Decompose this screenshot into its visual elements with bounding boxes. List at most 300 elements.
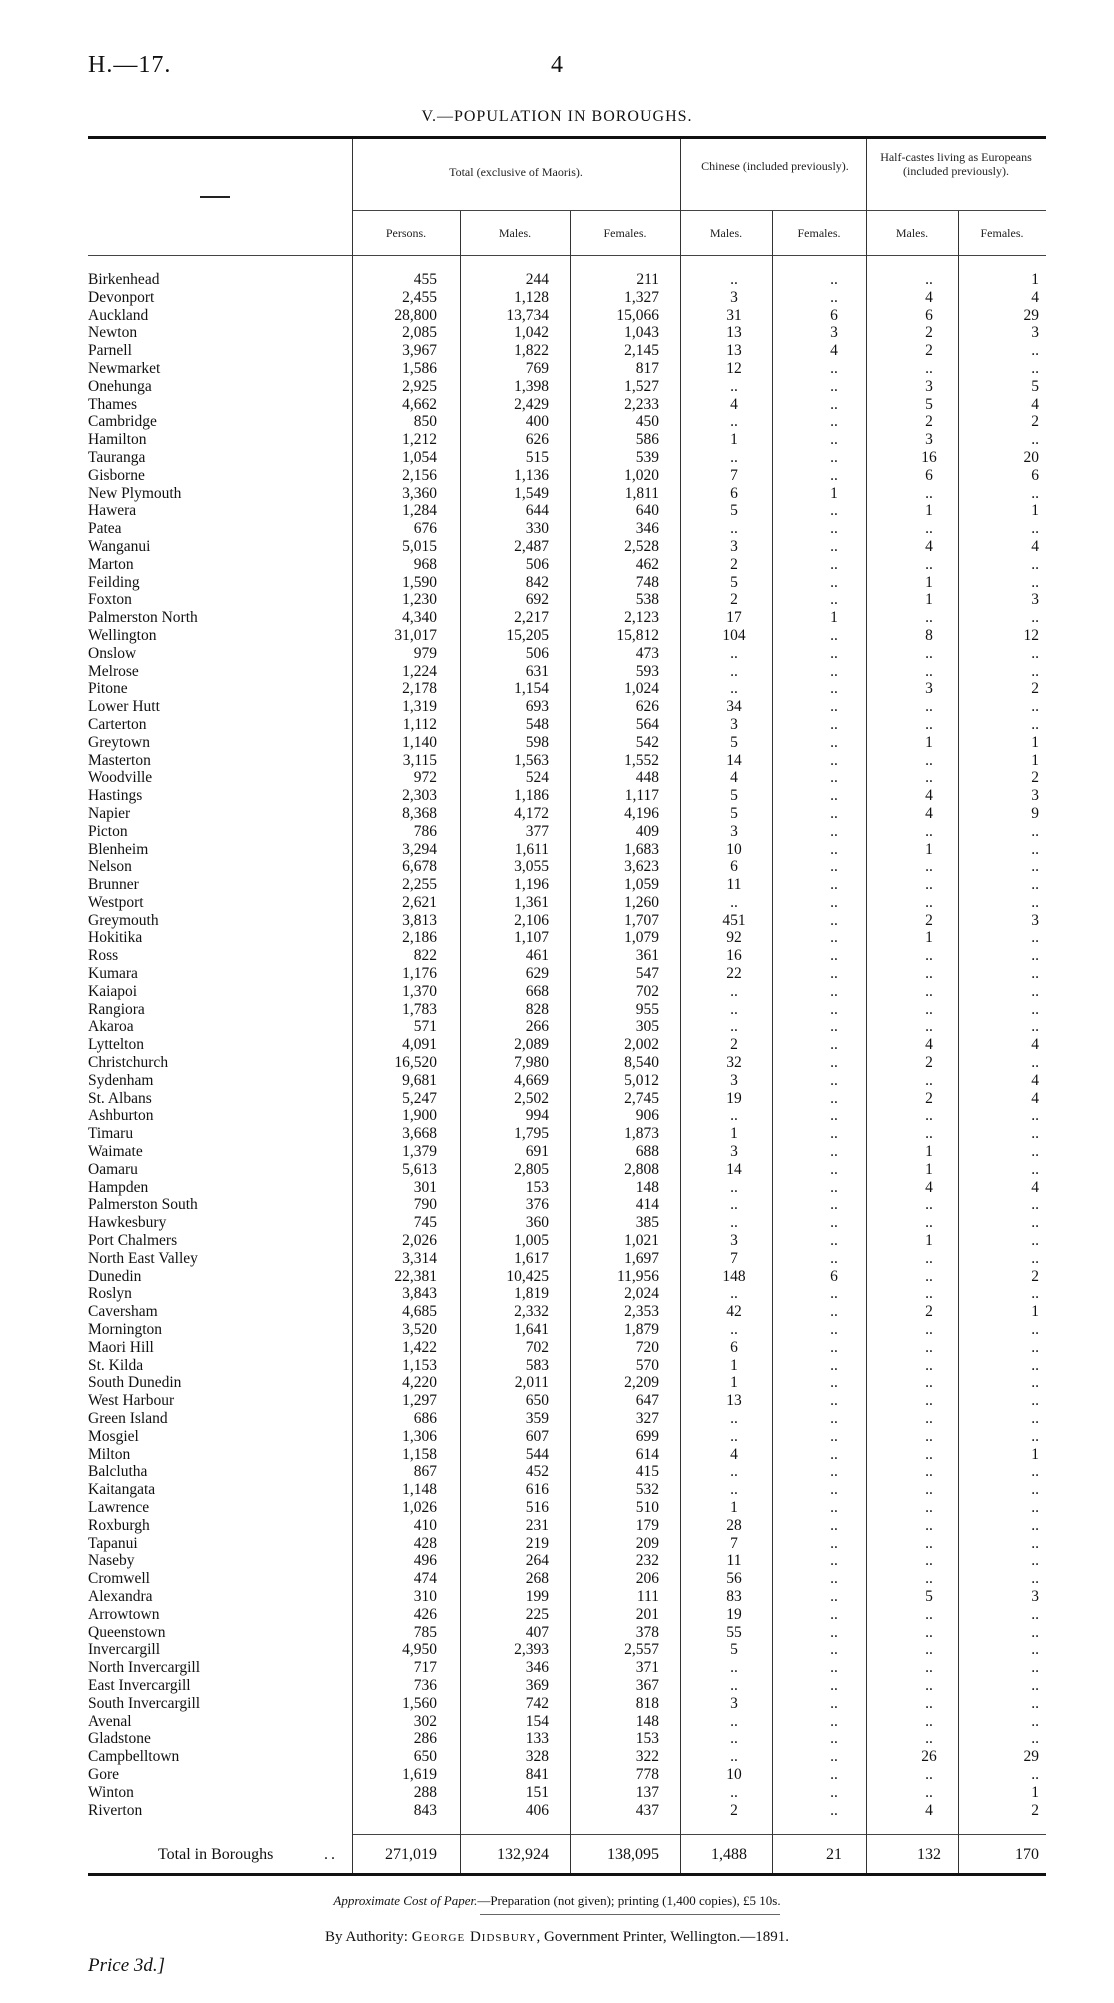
- cell-halfcaste-males: ..: [925, 1285, 933, 1303]
- cell-males: 376: [525, 1196, 549, 1214]
- table-row: [0, 1339, 1114, 1357]
- cell-chinese-males: ..: [730, 1676, 738, 1694]
- cell-chinese-males: 22: [726, 965, 742, 983]
- cell-males: 1,186: [514, 787, 549, 805]
- cell-chinese-females: ..: [830, 591, 838, 609]
- cell-males: 515: [525, 448, 549, 466]
- cell-chinese-females: ..: [830, 1160, 838, 1178]
- cell-halfcaste-females: ..: [1031, 715, 1039, 733]
- table-row: [0, 1410, 1114, 1428]
- borough-name: Waimate: [88, 1143, 143, 1161]
- header-persons: Persons.: [385, 226, 427, 240]
- cell-halfcaste-females: ..: [1031, 1676, 1039, 1694]
- cell-females: 817: [635, 359, 659, 377]
- table-row: [0, 1196, 1114, 1214]
- cell-halfcaste-males: ..: [925, 609, 933, 627]
- cell-males: 219: [525, 1534, 549, 1552]
- cell-halfcaste-males: 3: [925, 680, 933, 698]
- table-row: [0, 1285, 1114, 1303]
- borough-name: Oamaru: [88, 1160, 138, 1178]
- table-row: [0, 1232, 1114, 1250]
- cell-chinese-females: ..: [830, 448, 838, 466]
- cell-chinese-males: 7: [730, 1534, 738, 1552]
- cell-halfcaste-females: 4: [1031, 1178, 1039, 1196]
- cell-persons: 5,015: [402, 537, 437, 555]
- cell-females: 148: [635, 1712, 659, 1730]
- cell-males: 133: [525, 1730, 549, 1748]
- table-row: [0, 538, 1114, 556]
- cell-chinese-males: 5: [730, 502, 738, 520]
- table-row: [0, 609, 1114, 627]
- cell-chinese-females: 4: [830, 342, 838, 360]
- cell-persons: 1,783: [402, 1000, 437, 1018]
- cell-halfcaste-males: ..: [925, 698, 933, 716]
- cell-halfcaste-females: 3: [1031, 1587, 1039, 1605]
- cell-females: 538: [635, 591, 659, 609]
- cell-chinese-females: ..: [830, 1321, 838, 1339]
- cell-chinese-females: ..: [830, 502, 838, 520]
- cell-females: 906: [635, 1107, 659, 1125]
- borough-name: Green Island: [88, 1410, 168, 1427]
- cell-males: 7,980: [514, 1054, 549, 1072]
- cell-males: 2,011: [514, 1374, 549, 1392]
- total-row: [0, 1843, 1114, 1867]
- cell-halfcaste-males: 26: [921, 1748, 937, 1766]
- cell-females: 2,002: [624, 1036, 659, 1054]
- borough-name: Rangiora: [88, 1000, 145, 1018]
- cell-females: 1,021: [624, 1232, 659, 1250]
- table-row: [0, 1125, 1114, 1143]
- cell-females: 2,209: [624, 1374, 659, 1392]
- header-chinese-females: Females.: [797, 226, 841, 240]
- cell-chinese-females: ..: [830, 947, 838, 965]
- cell-males: 461: [525, 947, 549, 965]
- cell-chinese-females: ..: [830, 1356, 838, 1374]
- cell-halfcaste-males: ..: [925, 1694, 933, 1712]
- cell-halfcaste-males: 4: [925, 1036, 933, 1054]
- table-row: [0, 1090, 1114, 1108]
- cell-females: 1,552: [624, 751, 659, 769]
- cell-chinese-females: ..: [830, 288, 838, 306]
- cell-chinese-females: ..: [830, 1641, 838, 1659]
- cell-chinese-males: 3: [730, 1071, 738, 1089]
- table-row: [0, 1766, 1114, 1784]
- cell-chinese-males: 19: [726, 1605, 742, 1623]
- cell-halfcaste-females: ..: [1031, 947, 1039, 965]
- cell-chinese-males: 28: [726, 1516, 742, 1534]
- header-males: Males.: [498, 226, 532, 240]
- cell-halfcaste-females: ..: [1031, 662, 1039, 680]
- header-halfcaste-group: Half-castes living as Europeans (included previously).: [880, 150, 1032, 178]
- header-chinese-group: Chinese (included previously).: [701, 159, 849, 173]
- cell-males: 598: [525, 733, 549, 751]
- borough-name: Maori Hill: [88, 1338, 154, 1356]
- cell-halfcaste-females: 5: [1031, 377, 1039, 395]
- cell-halfcaste-males: ..: [925, 1427, 933, 1445]
- cell-halfcaste-females: ..: [1031, 644, 1039, 662]
- cell-halfcaste-females: ..: [1031, 1765, 1039, 1783]
- cell-halfcaste-females: 4: [1031, 537, 1039, 555]
- cell-chinese-males: 2: [730, 1036, 738, 1054]
- cell-chinese-females: ..: [830, 965, 838, 983]
- cell-persons: 5,247: [402, 1089, 437, 1107]
- cell-persons: 1,224: [402, 662, 437, 680]
- table-row: [0, 1179, 1114, 1197]
- cell-chinese-females: ..: [830, 1125, 838, 1143]
- table-row: [0, 378, 1114, 396]
- cell-females: 818: [635, 1694, 659, 1712]
- borough-name: Birkenhead: [88, 271, 160, 288]
- cell-persons: 3,813: [402, 911, 437, 929]
- cell-males: 1,795: [514, 1125, 549, 1143]
- cell-persons: 2,925: [402, 377, 437, 395]
- cell-chinese-females: ..: [830, 1214, 838, 1232]
- cell-chinese-females: ..: [830, 1249, 838, 1267]
- cell-persons: 4,685: [402, 1303, 437, 1321]
- borough-name: Palmerston South: [88, 1196, 198, 1214]
- cell-chinese-males: ..: [730, 1730, 738, 1748]
- borough-name: Gladstone: [88, 1730, 151, 1748]
- cell-persons: 302: [413, 1712, 437, 1730]
- cell-halfcaste-males: ..: [925, 520, 933, 538]
- table-row: [0, 1018, 1114, 1036]
- cell-males: 3,055: [514, 858, 549, 876]
- borough-name: Hamilton: [88, 431, 147, 449]
- cell-halfcaste-females: 3: [1031, 591, 1039, 609]
- cell-persons: 9,681: [402, 1071, 437, 1089]
- borough-name: Foxton: [88, 591, 132, 609]
- cell-males: 548: [525, 715, 549, 733]
- cell-persons: 1,112: [402, 715, 437, 733]
- cell-halfcaste-females: ..: [1031, 1249, 1039, 1267]
- table-row: [0, 502, 1114, 520]
- cell-chinese-males: 6: [730, 858, 738, 876]
- cell-halfcaste-males: 2: [925, 324, 933, 342]
- cell-chinese-males: 32: [726, 1054, 742, 1072]
- cell-persons: 785: [413, 1623, 437, 1641]
- borough-name: Sydenham: [88, 1071, 154, 1089]
- borough-name: Brunner: [88, 876, 139, 894]
- cell-chinese-females: ..: [830, 1107, 838, 1125]
- borough-name: Devonport: [88, 288, 155, 306]
- cell-halfcaste-females: ..: [1031, 822, 1039, 840]
- borough-name: Nelson: [88, 858, 132, 876]
- cell-chinese-males: ..: [730, 662, 738, 680]
- cell-halfcaste-males: ..: [925, 1214, 933, 1232]
- cell-persons: 650: [413, 1748, 437, 1766]
- table-row: [0, 396, 1114, 414]
- cell-females: 8,540: [624, 1054, 659, 1072]
- cell-halfcaste-males: 1: [925, 840, 933, 858]
- cell-males: 244: [525, 271, 549, 288]
- cell-halfcaste-females: 2: [1031, 1267, 1039, 1285]
- cell-chinese-males: ..: [730, 1214, 738, 1232]
- cell-persons: 1,306: [402, 1427, 437, 1445]
- borough-name: Caversham: [88, 1303, 158, 1321]
- cell-chinese-females: ..: [830, 1374, 838, 1392]
- cell-females: 1,059: [624, 876, 659, 894]
- cell-halfcaste-males: ..: [925, 822, 933, 840]
- cell-chinese-females: ..: [830, 1427, 838, 1445]
- borough-name: Palmerston North: [88, 609, 198, 627]
- cell-persons: 3,314: [402, 1249, 437, 1267]
- borough-name: St. Albans: [88, 1089, 152, 1107]
- cell-chinese-males: 5: [730, 733, 738, 751]
- cell-persons: 301: [413, 1178, 437, 1196]
- table-row: [0, 858, 1114, 876]
- table-row: [0, 1606, 1114, 1624]
- cell-persons: 3,843: [402, 1285, 437, 1303]
- cell-males: 1,822: [514, 342, 549, 360]
- cell-halfcaste-males: ..: [925, 1516, 933, 1534]
- cell-chinese-females: ..: [830, 1036, 838, 1054]
- cell-persons: 1,140: [402, 733, 437, 751]
- authority-prefix: By Authority:: [325, 1929, 408, 1945]
- cell-males: 544: [525, 1445, 549, 1463]
- cell-males: 199: [525, 1587, 549, 1605]
- cell-persons: 4,091: [402, 1036, 437, 1054]
- cell-halfcaste-females: 2: [1031, 769, 1039, 787]
- cell-males: 692: [525, 591, 549, 609]
- borough-name: Port Chalmers: [88, 1232, 178, 1250]
- cell-chinese-females: ..: [830, 555, 838, 573]
- cell-chinese-males: 3: [730, 1694, 738, 1712]
- cell-females: 1,020: [624, 466, 659, 484]
- cell-females: 111: [636, 1587, 659, 1605]
- cell-males: 1,617: [514, 1249, 549, 1267]
- cell-chinese-males: ..: [730, 1748, 738, 1766]
- cell-halfcaste-females: ..: [1031, 1285, 1039, 1303]
- cell-males: 2,217: [514, 609, 549, 627]
- cell-halfcaste-males: ..: [925, 1552, 933, 1570]
- cell-persons: 1,176: [402, 965, 437, 983]
- cell-persons: 3,115: [402, 751, 437, 769]
- cell-males: 506: [525, 644, 549, 662]
- borough-name: Onehunga: [88, 377, 152, 395]
- borough-name: Winton: [88, 1783, 134, 1801]
- borough-name: Feilding: [88, 573, 140, 591]
- cell-chinese-females: ..: [830, 1018, 838, 1036]
- cell-chinese-males: 3: [730, 822, 738, 840]
- cell-chinese-males: 34: [726, 698, 742, 716]
- stub-header-dash: [200, 196, 230, 198]
- cell-chinese-males: 12: [726, 359, 742, 377]
- cell-halfcaste-females: ..: [1031, 965, 1039, 983]
- cell-halfcaste-males: ..: [925, 1356, 933, 1374]
- cell-halfcaste-males: ..: [925, 1765, 933, 1783]
- borough-name: Mornington: [88, 1321, 163, 1339]
- cell-chinese-males: ..: [730, 1018, 738, 1036]
- cell-persons: 2,303: [402, 787, 437, 805]
- table-row: [0, 1784, 1114, 1802]
- table-row: [0, 1428, 1114, 1446]
- table-row: [0, 1659, 1114, 1677]
- table-row: [0, 1214, 1114, 1232]
- cell-males: 407: [525, 1623, 549, 1641]
- cell-chinese-males: 3: [730, 1232, 738, 1250]
- cell-chinese-females: ..: [830, 1801, 838, 1819]
- table-row: [0, 698, 1114, 716]
- cell-persons: 571: [413, 1018, 437, 1036]
- cell-males: 328: [525, 1748, 549, 1766]
- cell-halfcaste-females: ..: [1031, 431, 1039, 449]
- cell-persons: 1,586: [402, 359, 437, 377]
- table-row: [0, 1268, 1114, 1286]
- cell-halfcaste-males: 2: [925, 1303, 933, 1321]
- cell-halfcaste-females: ..: [1031, 1338, 1039, 1356]
- cell-halfcaste-females: 1: [1031, 751, 1039, 769]
- cell-males: 359: [525, 1410, 549, 1427]
- cell-females: 473: [635, 644, 659, 662]
- cell-females: 4,196: [624, 804, 659, 822]
- cell-halfcaste-females: ..: [1031, 520, 1039, 538]
- cell-males: 524: [525, 769, 549, 787]
- cell-chinese-females: ..: [830, 1071, 838, 1089]
- borough-name: Gore: [88, 1765, 119, 1783]
- cell-halfcaste-females: ..: [1031, 1374, 1039, 1392]
- cell-females: 647: [635, 1392, 659, 1410]
- borough-name: Melrose: [88, 662, 139, 680]
- cell-halfcaste-females: ..: [1031, 1125, 1039, 1143]
- cell-males: 607: [525, 1427, 549, 1445]
- cell-persons: 968: [413, 555, 437, 573]
- cell-chinese-males: 13: [726, 324, 742, 342]
- borough-name: East Invercargill: [88, 1676, 191, 1694]
- cell-halfcaste-males: 4: [925, 787, 933, 805]
- header-chinese-males: Males.: [709, 226, 743, 240]
- cell-males: 225: [525, 1605, 549, 1623]
- cell-persons: 2,026: [402, 1232, 437, 1250]
- cell-halfcaste-females: ..: [1031, 1481, 1039, 1499]
- cell-females: 5,012: [624, 1071, 659, 1089]
- table-row: [0, 627, 1114, 645]
- cell-persons: 3,520: [402, 1321, 437, 1339]
- total-males: 132,924: [497, 1846, 549, 1863]
- cell-chinese-males: 16: [726, 947, 742, 965]
- cell-persons: 310: [413, 1587, 437, 1605]
- borough-name: Auckland: [88, 306, 149, 324]
- table-row: [0, 1036, 1114, 1054]
- cell-males: 1,549: [514, 484, 549, 502]
- cell-persons: 1,026: [402, 1498, 437, 1516]
- borough-name: Wellington: [88, 626, 157, 644]
- cell-males: 2,487: [514, 537, 549, 555]
- borough-name: North Invercargill: [88, 1659, 201, 1677]
- cell-halfcaste-males: ..: [925, 359, 933, 377]
- cell-halfcaste-females: ..: [1031, 840, 1039, 858]
- cell-chinese-females: ..: [830, 787, 838, 805]
- cell-females: 1,527: [624, 377, 659, 395]
- cell-males: 2,089: [514, 1036, 549, 1054]
- cell-halfcaste-males: 1: [925, 929, 933, 947]
- cell-males: 268: [525, 1570, 549, 1588]
- cell-halfcaste-males: 3: [925, 377, 933, 395]
- cell-persons: 867: [413, 1463, 437, 1481]
- cell-persons: 1,153: [402, 1356, 437, 1374]
- table-row: [0, 431, 1114, 449]
- cell-females: 593: [635, 662, 659, 680]
- cell-halfcaste-females: ..: [1031, 1498, 1039, 1516]
- cell-males: 2,429: [514, 395, 549, 413]
- cell-persons: 1,054: [402, 448, 437, 466]
- cell-persons: 1,284: [402, 502, 437, 520]
- cell-males: 994: [525, 1107, 549, 1125]
- table-row: [0, 947, 1114, 965]
- cell-persons: 1,148: [402, 1481, 437, 1499]
- cell-males: 644: [525, 502, 549, 520]
- cell-chinese-males: 3: [730, 537, 738, 555]
- cell-females: 361: [635, 947, 659, 965]
- cell-chinese-males: ..: [730, 1196, 738, 1214]
- table-top-rule: [88, 136, 1046, 139]
- cell-halfcaste-males: ..: [925, 715, 933, 733]
- borough-name: Lawrence: [88, 1498, 150, 1516]
- cell-males: 1,196: [514, 876, 549, 894]
- cell-persons: 426: [413, 1605, 437, 1623]
- cell-females: 415: [635, 1463, 659, 1481]
- cell-persons: 686: [413, 1410, 437, 1427]
- cell-persons: 496: [413, 1552, 437, 1570]
- borough-name: Hokitika: [88, 929, 143, 947]
- total-females: 138,095: [607, 1846, 659, 1863]
- cell-chinese-females: ..: [830, 1463, 838, 1481]
- borough-name: Thames: [88, 395, 138, 413]
- cell-halfcaste-males: 16: [921, 448, 937, 466]
- cell-persons: 2,156: [402, 466, 437, 484]
- borough-name: Queenstown: [88, 1623, 166, 1641]
- cell-persons: 979: [413, 644, 437, 662]
- table-title: V.—POPULATION IN BOROUGHS.: [421, 108, 693, 125]
- cell-chinese-males: ..: [730, 1463, 738, 1481]
- cell-females: 1,707: [624, 911, 659, 929]
- table-row: [0, 342, 1114, 360]
- borough-name: New Plymouth: [88, 484, 182, 502]
- table-row: [0, 1730, 1114, 1748]
- borough-name: Invercargill: [88, 1641, 161, 1659]
- cell-halfcaste-females: ..: [1031, 929, 1039, 947]
- cell-males: 626: [525, 431, 549, 449]
- cell-males: 1,361: [514, 893, 549, 911]
- cell-chinese-males: 13: [726, 342, 742, 360]
- header-bottom-rule: [88, 255, 1046, 256]
- cell-halfcaste-males: ..: [925, 1107, 933, 1125]
- borough-name: Roslyn: [88, 1285, 132, 1303]
- cell-halfcaste-females: ..: [1031, 1516, 1039, 1534]
- cell-halfcaste-males: 4: [925, 288, 933, 306]
- table-row: [0, 805, 1114, 823]
- cell-chinese-males: 6: [730, 1338, 738, 1356]
- cell-chinese-males: ..: [730, 520, 738, 538]
- cell-females: 586: [635, 431, 659, 449]
- borough-name: Hastings: [88, 787, 143, 805]
- cell-chinese-females: ..: [830, 1143, 838, 1161]
- cell-halfcaste-females: ..: [1031, 555, 1039, 573]
- cell-halfcaste-females: ..: [1031, 609, 1039, 627]
- borough-name: Newmarket: [88, 359, 161, 377]
- cell-females: 2,145: [624, 342, 659, 360]
- cell-chinese-females: ..: [830, 1054, 838, 1072]
- borough-name: Tapanui: [88, 1534, 138, 1552]
- cell-persons: 790: [413, 1196, 437, 1214]
- table-row: [0, 663, 1114, 681]
- borough-name: West Harbour: [88, 1392, 175, 1410]
- cell-chinese-males: 83: [726, 1587, 742, 1605]
- cell-females: 305: [635, 1018, 659, 1036]
- cell-females: 232: [635, 1552, 659, 1570]
- cell-halfcaste-females: 4: [1031, 1036, 1039, 1054]
- cell-persons: 4,950: [402, 1641, 437, 1659]
- cell-males: 2,805: [514, 1160, 549, 1178]
